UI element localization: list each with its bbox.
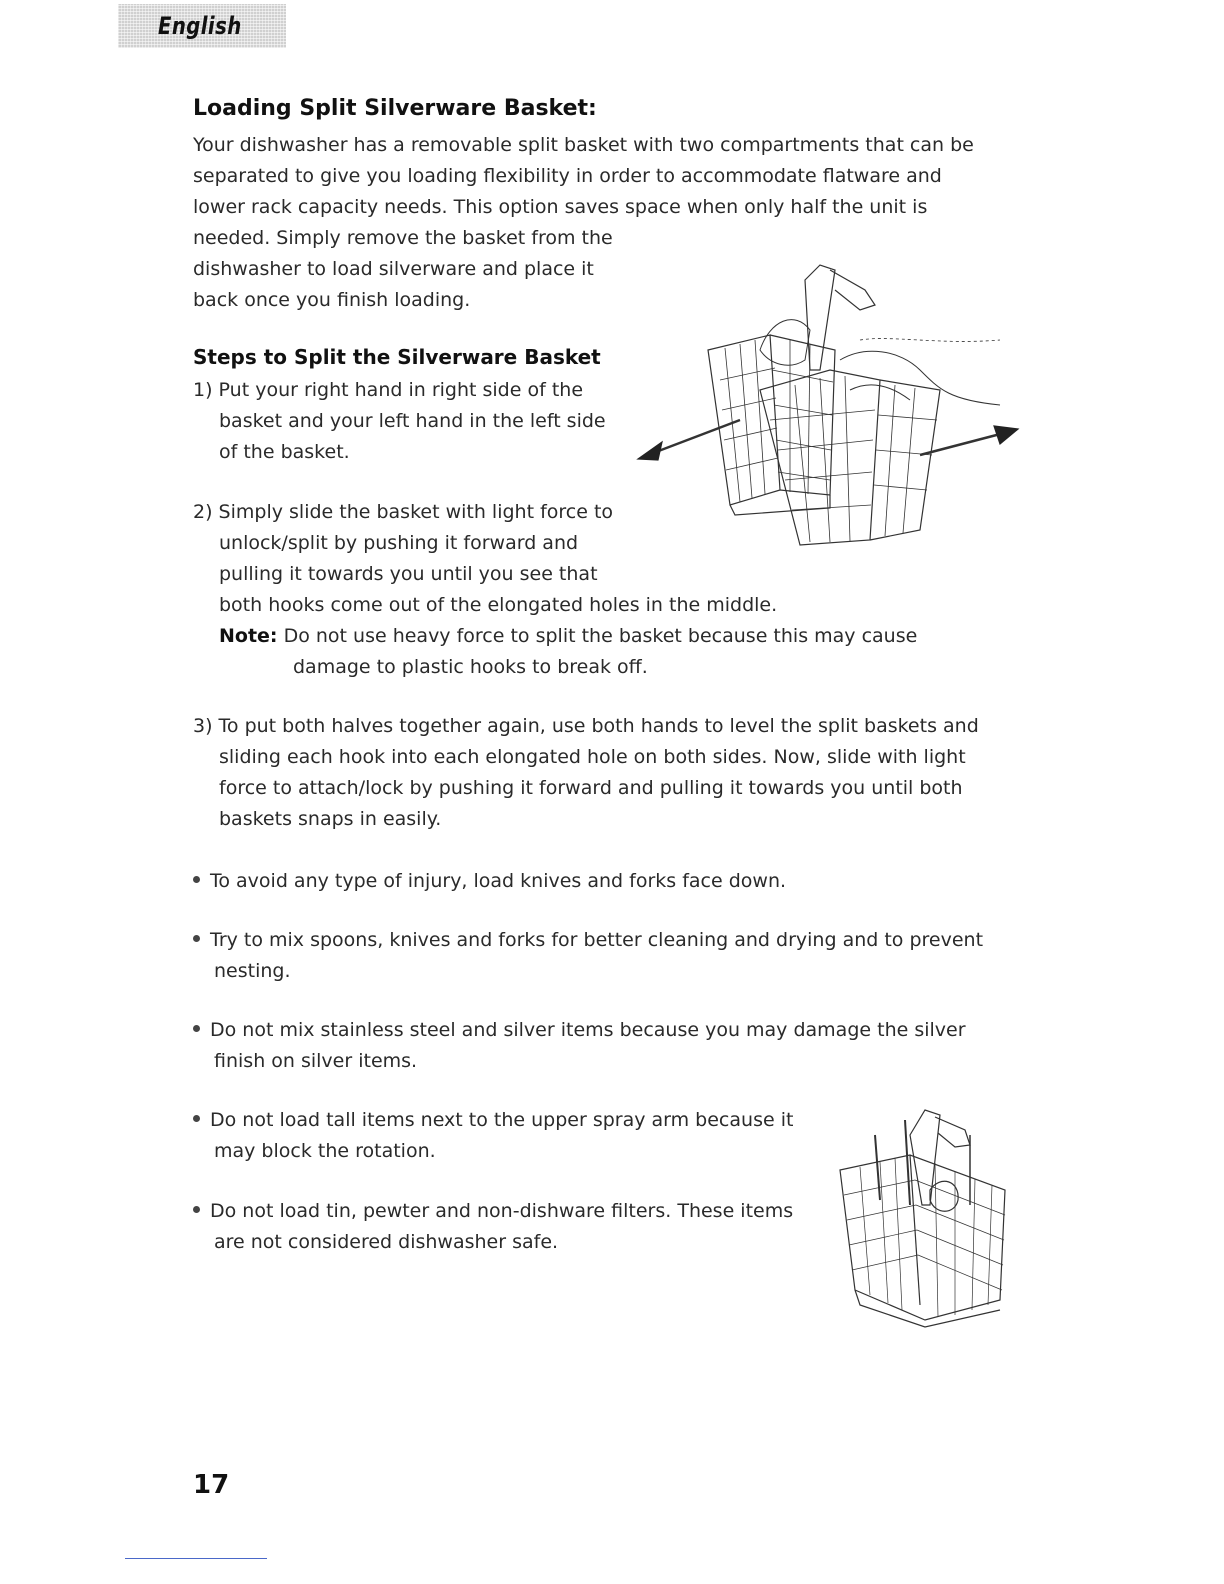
bullet-item [193, 1015, 966, 1077]
step-line: 1) Put your right hand in right side of the [193, 379, 584, 401]
intro-line: needed. Simply remove the basket from the [193, 227, 613, 249]
step-line: baskets snaps in easily. [219, 808, 442, 830]
intro-line: back once you finish loading. [193, 289, 471, 311]
note-text: Do not use heavy force to split the basket because this may cause [277, 625, 918, 647]
step-line: basket and your left hand in the left side [219, 410, 606, 432]
intro-line: separated to give you loading flexibility in order to accommodate flatware and [193, 165, 942, 187]
step-line: unlock/split by pushing it forward and [219, 532, 579, 554]
bullet-dot-icon [193, 1206, 200, 1213]
bullet-text: are not considered dishwasher safe. [214, 1231, 559, 1253]
step-line: 2) Simply slide the basket with light force to [193, 501, 614, 523]
intro-line: lower rack capacity needs. This option saves space when only half the unit is [193, 196, 928, 218]
bullet-text: finish on silver items. [214, 1050, 418, 1072]
bullet-dot-icon [193, 1115, 200, 1122]
step-line: of the basket. [219, 441, 350, 463]
bullet-item [193, 1196, 793, 1258]
bullet-text: To avoid any type of injury, load knives and forks face down. [210, 870, 787, 892]
step-line: sliding each hook into each elongated hole on both sides. Now, slide with light [219, 746, 966, 768]
note-line [193, 621, 917, 652]
step-line: 3) To put both halves together again, use both hands to level the split baskets and [193, 715, 979, 737]
footer-divider [125, 1558, 267, 1559]
step-line: pulling it towards you until you see that [219, 563, 598, 585]
step-line: both hooks come out of the elongated holes in the middle. [219, 594, 778, 616]
double-arrow-icon [638, 420, 1018, 460]
step-3 [193, 711, 979, 835]
steps-title: Steps to Split the Silverware Basket [193, 345, 601, 369]
note-line: damage to plastic hooks to break off. [293, 656, 648, 678]
language-tab [118, 4, 286, 48]
bullet-dot-icon [193, 935, 200, 942]
bullet-dot-icon [193, 1025, 200, 1032]
bullet-text: Do not load tin, pewter and non-dishware filters. These items [210, 1200, 794, 1222]
bullet-text: may block the rotation. [214, 1140, 436, 1162]
bullet-item [193, 925, 983, 987]
bullet-item [193, 866, 786, 897]
split-basket-illustration [620, 240, 1020, 570]
step-1 [193, 375, 606, 468]
intro-line: dishwasher to load silverware and place it [193, 258, 594, 280]
intro-line: Your dishwasher has a removable split basket with two compartments that can be [193, 134, 974, 156]
bullet-text: Do not mix stainless steel and silver items because you may damage the silver [210, 1019, 966, 1041]
bullet-text: Do not load tall items next to the upper spray arm because it [210, 1109, 794, 1131]
right-basket-half [760, 370, 940, 545]
section-title: Loading Split Silverware Basket: [193, 96, 597, 121]
bullet-text: Try to mix spoons, knives and forks for better cleaning and drying and to prevent [210, 929, 984, 951]
bullet-item [193, 1105, 793, 1167]
bullet-dot-icon [193, 876, 200, 883]
loaded-basket-illustration [830, 1105, 1020, 1330]
language-tab-label: English [158, 12, 242, 40]
bullet-text: nesting. [214, 960, 291, 982]
step-line: force to attach/lock by pushing it forward and pulling it towards you until both [219, 777, 963, 799]
note-label: Note: [219, 625, 278, 647]
page-number: 17 [193, 1470, 230, 1500]
